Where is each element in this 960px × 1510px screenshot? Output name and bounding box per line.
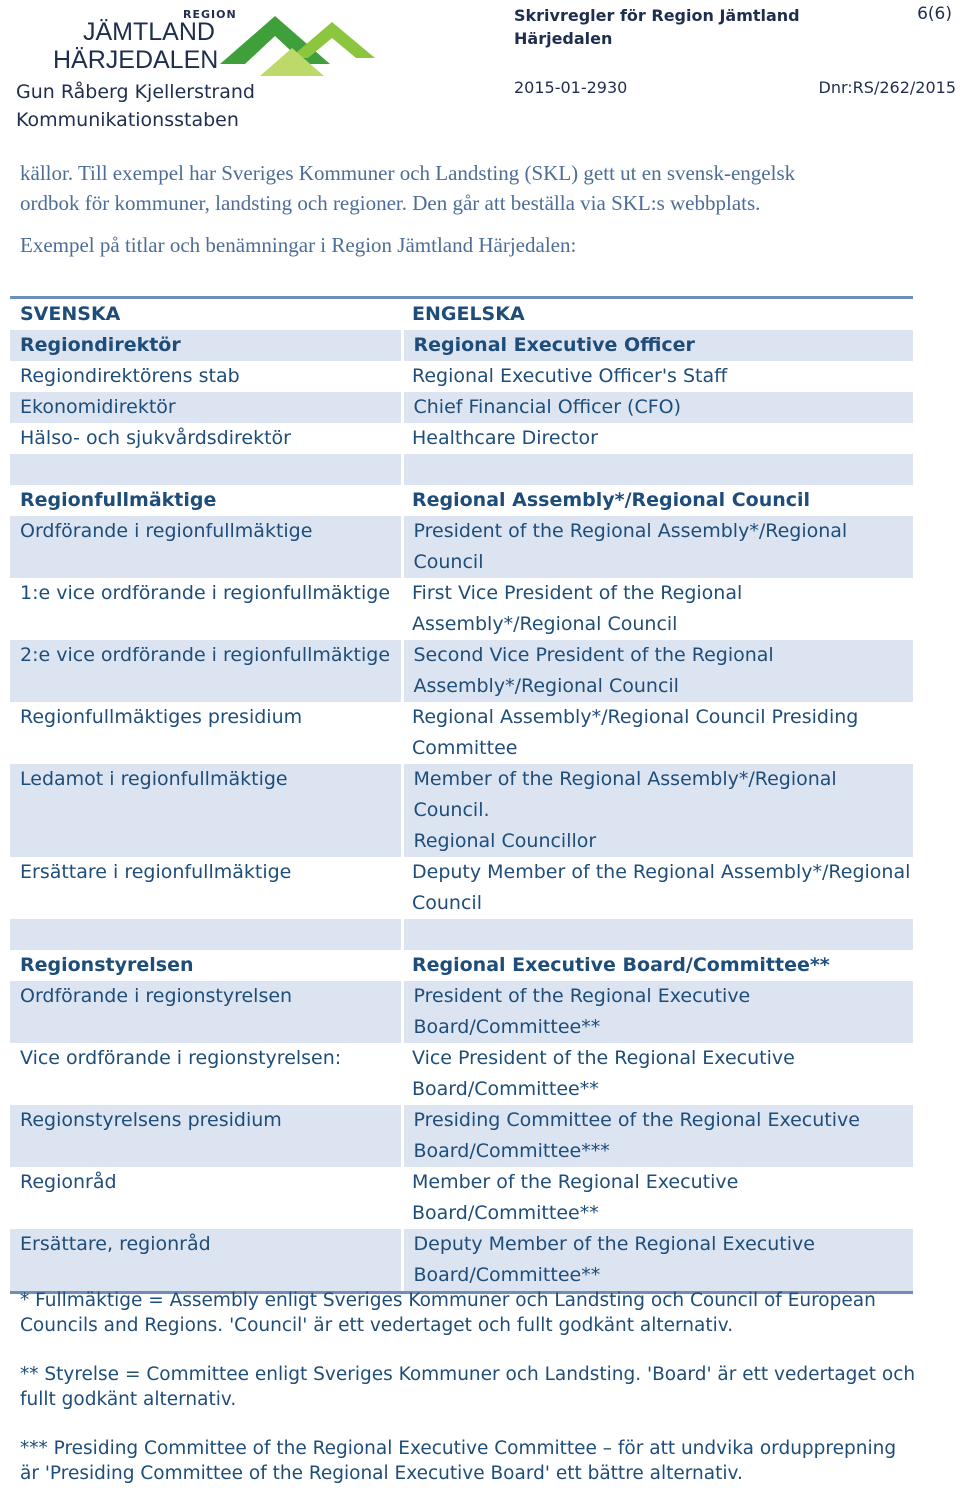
english-term-continuation: Regional Councillor xyxy=(413,830,597,852)
english-term xyxy=(402,423,913,454)
swedish-term: Ordförande i regionfullmäktige xyxy=(10,516,402,578)
swedish-term: Regionfullmäktige xyxy=(20,489,217,511)
english-term-text: President of the Regional Assembly*/Regional xyxy=(413,520,848,542)
english-term-text: Regional Assembly*/Regional Council Presiding xyxy=(412,706,859,728)
english-term xyxy=(402,330,913,361)
swedish-term: Regionstyrelsen xyxy=(20,954,194,976)
document-title: Skrivregler för Region Jämtland Härjedalen xyxy=(514,6,800,48)
english-term-text: Deputy Member of the Regional Assembly*/Regional xyxy=(412,861,911,883)
english-term xyxy=(402,392,913,423)
swedish-term: Regionfullmäktiges presidium xyxy=(20,706,303,728)
table-row xyxy=(10,485,913,516)
document-reference: Dnr:RS/262/2015 xyxy=(818,78,956,97)
table-row xyxy=(10,1229,913,1293)
swedish-term: Ersättare, regionråd xyxy=(10,1229,402,1293)
english-term xyxy=(402,950,913,981)
english-term-text: Presiding Committee of the Regional Executive xyxy=(413,1109,860,1131)
swedish-term: Regionråd xyxy=(20,1171,117,1193)
header-swedish: SVENSKA xyxy=(10,298,402,331)
english-term-text: Regional Executive Officer xyxy=(413,334,695,356)
table-row xyxy=(10,640,913,702)
english-term-continuation: Assembly*/Regional Council xyxy=(413,675,679,697)
logo-harjedalen: HÄRJEDALEN xyxy=(53,46,219,74)
table-row xyxy=(10,950,913,981)
swedish-term xyxy=(10,919,402,950)
table-row xyxy=(10,578,913,640)
table-row xyxy=(10,702,913,764)
footnote-committee: ** Styrelse = Committee enligt Sveriges Kommuner och Landsting. 'Board' är ett vedertaget och fullt godkänt alternativ. xyxy=(20,1364,916,1410)
english-term-continuation: Council xyxy=(413,551,484,573)
swedish-term: Hälso- och sjukvårdsdirektör xyxy=(20,427,291,449)
english-term xyxy=(402,485,913,516)
footnotes xyxy=(20,1288,920,1510)
table-row xyxy=(10,330,913,361)
english-term xyxy=(402,640,913,702)
table-row xyxy=(10,857,913,919)
intro-text xyxy=(20,158,930,260)
english-term-text: Vice President of the Regional Executive xyxy=(412,1047,795,1069)
swedish-term: Ekonomidirektör xyxy=(10,392,402,423)
english-term xyxy=(402,919,913,950)
swedish-term: 1:e vice ordförande i regionfullmäktige xyxy=(20,582,391,604)
logo-jamtland: JÄMTLAND xyxy=(83,18,215,46)
swedish-term: 2:e vice ordförande i regionfullmäktige xyxy=(10,640,402,702)
swedish-term: Vice ordförande i regionstyrelsen: xyxy=(20,1047,342,1069)
author-block xyxy=(16,78,255,134)
english-term-text: Member of the Regional Assembly*/Regional Council. xyxy=(413,768,837,821)
swedish-term: Regionstyrelsens presidium xyxy=(10,1105,402,1167)
header-english: ENGELSKA xyxy=(402,298,913,331)
swedish-term: Regiondirektörens stab xyxy=(20,365,240,387)
document-date: 2015-01-2930 xyxy=(514,78,628,97)
english-term xyxy=(402,764,913,857)
examples-heading: Exempel på titlar och benämningar i Region Jämtland Härjedalen: xyxy=(20,233,577,257)
english-term-continuation: Board/Committee** xyxy=(412,1078,599,1100)
swedish-term: Ledamot i regionfullmäktige xyxy=(10,764,402,857)
english-term xyxy=(402,1105,913,1167)
english-term xyxy=(402,981,913,1043)
department: Kommunikationsstaben xyxy=(16,109,239,131)
english-term xyxy=(402,1043,913,1105)
table-row xyxy=(10,516,913,578)
swedish-term: Regiondirektör xyxy=(10,330,402,361)
table-body xyxy=(10,298,913,1293)
english-term-continuation: Committee xyxy=(412,737,518,759)
table-row xyxy=(10,1105,913,1167)
table-row xyxy=(10,361,913,392)
english-term xyxy=(402,857,913,919)
author-name: Gun Råberg Kjellerstrand xyxy=(16,81,255,103)
english-term-text: Regional Assembly*/Regional Council xyxy=(412,489,811,511)
english-term-text: Healthcare Director xyxy=(412,427,598,449)
english-term xyxy=(402,1229,913,1293)
table-row xyxy=(10,392,913,423)
logo-region-word: REGION xyxy=(183,8,237,21)
table-row xyxy=(10,1167,913,1229)
footnote-presiding-committee: *** Presiding Committee of the Regional Executive Committee – för att undvika ordupprepning är 'Presiding Committee of the Regional Executive Board' ett bättre alternativ. xyxy=(20,1438,897,1484)
table-header-row xyxy=(10,298,913,331)
english-term xyxy=(402,454,913,485)
footnote-assembly: * Fullmäktige = Assembly enligt Sveriges Kommuner och Landsting och Council of European Councils and Regions. 'Council' är ett vedertaget och fullt godkänt alternativ. xyxy=(20,1290,876,1336)
english-term-continuation: Board/Committee** xyxy=(413,1016,601,1038)
english-term-text: President of the Regional Executive xyxy=(413,985,751,1007)
english-term xyxy=(402,702,913,764)
table-row xyxy=(10,764,913,857)
english-term-text: Second Vice President of the Regional xyxy=(413,644,774,666)
swedish-term: Ordförande i regionstyrelsen xyxy=(10,981,402,1043)
table-row xyxy=(10,423,913,454)
english-term-continuation: Assembly*/Regional Council xyxy=(412,613,678,635)
page-number: 6(6) xyxy=(917,4,952,24)
intro-line-1: källor. Till exempel har Sveriges Kommuner och Landsting (SKL) gett ut en svensk-engelsk xyxy=(20,161,796,185)
english-term-text: Member of the Regional Executive xyxy=(412,1171,739,1193)
table-row xyxy=(10,981,913,1043)
english-term-continuation: Board/Committee** xyxy=(413,1264,601,1286)
english-term xyxy=(402,578,913,640)
english-term-continuation: Board/Committee** xyxy=(412,1202,599,1224)
mountain-logo-icon xyxy=(220,6,380,76)
intro-line-2: ordbok för kommuner, landsting och regioner. Den går att beställa via SKL:s webbplats. xyxy=(20,191,761,215)
table-spacer-row xyxy=(10,919,913,950)
english-term-continuation: Board/Committee*** xyxy=(413,1140,610,1162)
english-term-text: Deputy Member of the Regional Executive xyxy=(413,1233,815,1255)
english-term xyxy=(402,1167,913,1229)
english-term-text: Regional Executive Officer's Staff xyxy=(412,365,728,387)
english-term xyxy=(402,516,913,578)
region-logo xyxy=(45,6,345,76)
english-term-continuation: Council xyxy=(412,892,482,914)
table-spacer-row xyxy=(10,454,913,485)
english-term-text: First Vice President of the Regional xyxy=(412,582,743,604)
table-row xyxy=(10,1043,913,1105)
english-term-text: Chief Financial Officer (CFO) xyxy=(413,396,682,418)
english-term xyxy=(402,361,913,392)
title-translation-table xyxy=(10,296,913,1294)
swedish-term: Ersättare i regionfullmäktige xyxy=(20,861,292,883)
english-term-text: Regional Executive Board/Committee** xyxy=(412,954,830,976)
swedish-term xyxy=(10,454,402,485)
